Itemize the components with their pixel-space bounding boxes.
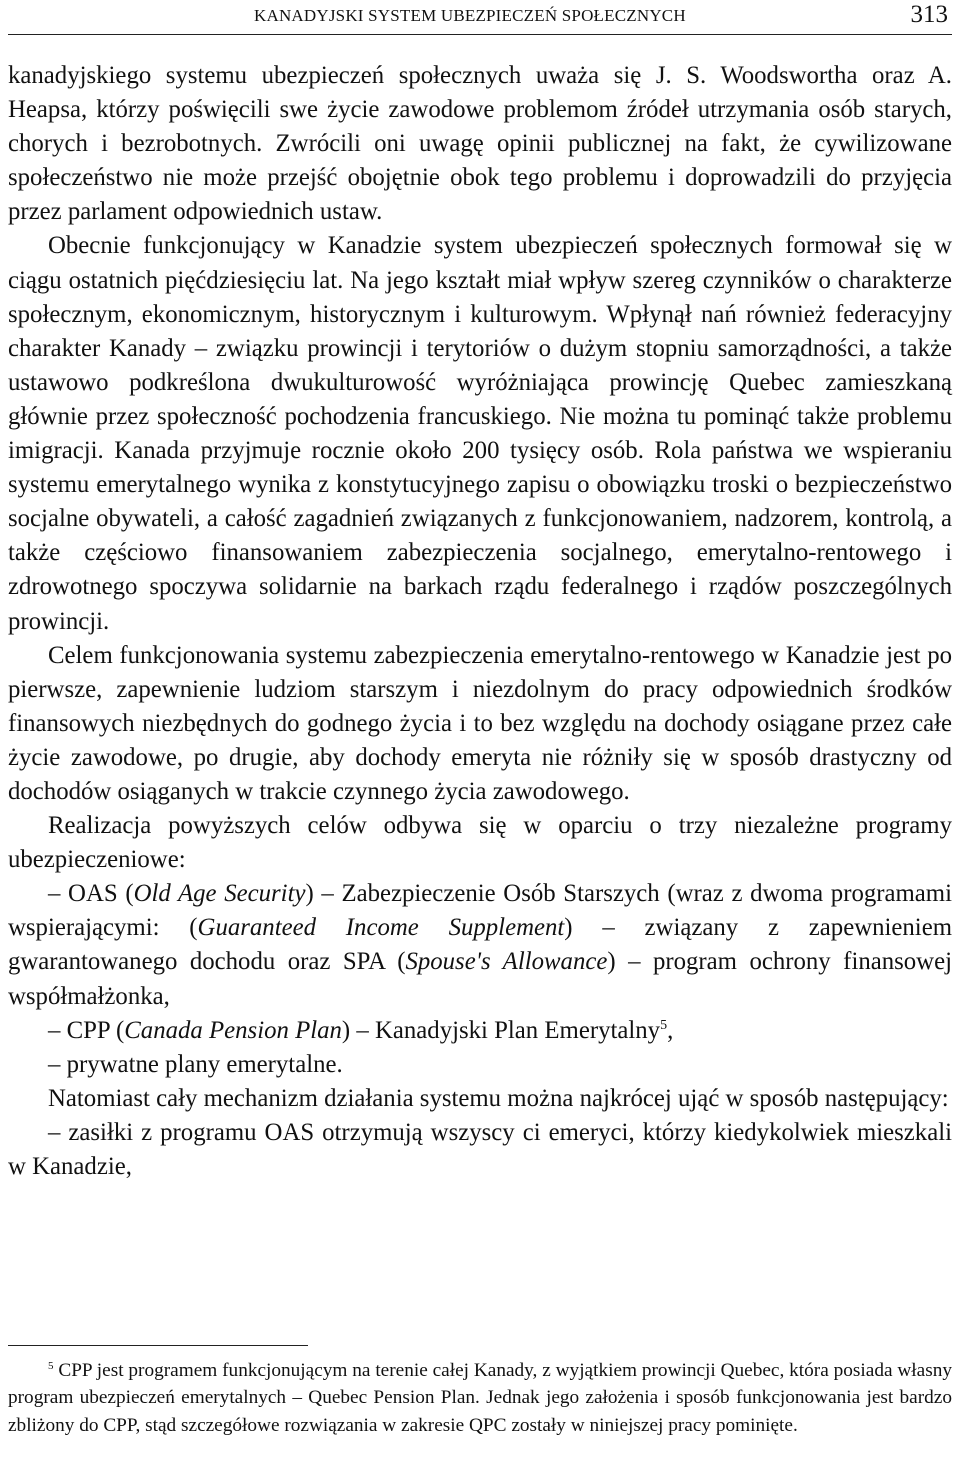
paragraph: Natomiast cały mechanizm działania systemu można najkrócej ująć w sposób następujący: — [48, 1084, 949, 1112]
paragraph: Realizacja powyższych celów odbywa się w oparciu o trzy niezależne programy ubezpieczeniowe: — [8, 812, 952, 874]
text-run: ) – program ochrony finansowej współmałżonka, — [8, 948, 952, 1010]
paragraph: Celem funkcjonowania systemu zabezpieczenia emerytalno-rentowego w Kanadzie jest po pierwsze, zapewnienie ludziom starszym i niezdolnym do pracy odpowiednich środków finansowych niezbędnych do godnego życia i to bez względu na dochody osiągane przez całe życie zawodowe, po drugie, aby dochody emeryta nie różniły się w sposób drastyczny od dochodów osiąganych w trakcie czynnego życia zawodowego. — [8, 641, 952, 805]
footnote-reference: 5 — [660, 1017, 668, 1033]
italic-term: Old Age Security — [133, 880, 306, 908]
footnote-text: CPP jest programem funkcjonującym na terenie całej Kanady, z wyjątkiem prowincji Quebec, która posiada własny program ubezpieczeń emerytalnych – Quebec Pension Plan. Jednak jego założenia i sposób funkcjonowania jest bardzo zbliżony do CPP, stąd szczegółowe rozwiązania w zakresie QPC zostały w niniejszej pracy pominięte. — [8, 1360, 952, 1436]
running-header — [8, 0, 952, 35]
italic-term: Spouse's Allowance — [405, 948, 608, 976]
text-run: , — [667, 1016, 674, 1044]
footnote-divider — [8, 1345, 308, 1346]
page-number: 313 — [910, 1, 948, 28]
italic-term: Canada Pension Plan — [124, 1016, 342, 1044]
list-item: – prywatne plany emerytalne. — [48, 1050, 343, 1078]
list-item — [8, 877, 952, 1013]
text-run: – OAS ( — [48, 880, 134, 908]
text-run: – CPP ( — [48, 1016, 125, 1044]
list-item: – zasiłki z programu OAS otrzymują wszyscy ci emeryci, którzy kiedykolwiek mieszkali w Kanadzie, — [8, 1118, 952, 1180]
text-run: ) – Kanadyjski Plan Emerytalny — [341, 1016, 661, 1044]
text-run: ) – Zabezpieczenie Osób Starszych (wraz z dwoma programami wspierającymi: ( — [8, 880, 952, 942]
footnote-marker: 5 — [48, 1360, 54, 1372]
footnote — [8, 1357, 952, 1439]
paragraph: Obecnie funkcjonujący w Kanadzie system ubezpieczeń społecznych formował się w ciągu ostatnich pięćdziesięciu lat. Na jego kształt miał wpływ szereg czynników o charakterze społecznym, ekonomicznym, historycznym i kulturowym. Wpłynął nań również federacyjny charakter Kanady – związku prowincji i terytoriów o dużym stopniu samorządności, a także ustawowo podkreślona dwukulturowość wyróżniająca prowincję Quebec zamieszkaną głównie przez społeczność pochodzenia francuskiego. Nie można tu pominąć także problemu imigracji. Kanada przyjmuje rocznie około 200 tysięcy osób. Rola państwa we wspieraniu systemu emerytalnego wynika z konstytucyjnego zapisu o obowiązku troski o bezpieczeństwo socjalne obywateli, a całość zagadnień związanych z funkcjonowaniem, nadzorem, kontrolą, a także częściowo finansowaniem zabezpieczenia socjalnego, emerytalno-rentowego i zdrowotnego spoczywa solidarnie na barkach rządu federalnego i rządów poszczególnych prowincji. — [8, 232, 952, 635]
list-item — [8, 1014, 952, 1048]
paragraph: kanadyjskiego systemu ubezpieczeń społecznych uważa się J. S. Woodswortha oraz A. Heapsa, którzy poświęcili swe życie zawodowe problemom źródeł utrzymania osób starych, chorych i bezrobotnych. Zwrócili oni uwagę opinii publicznej na fakt, że cywilizowane społeczeństwo nie może przejść obojętnie obok tego problemu i doprowadzili do przyjęcia przez parlament odpowiednich ustaw. — [8, 62, 952, 226]
italic-term: Guaranteed Income Supplement — [197, 914, 565, 942]
main-text — [8, 59, 952, 1184]
footnotes — [8, 1357, 952, 1439]
running-title: KANADYJSKI SYSTEM UBEZPIECZEŃ SPOŁECZNYCH — [254, 6, 686, 25]
text-run: ) – związany z zapewnieniem gwarantowanego dochodu oraz SPA ( — [8, 914, 952, 976]
